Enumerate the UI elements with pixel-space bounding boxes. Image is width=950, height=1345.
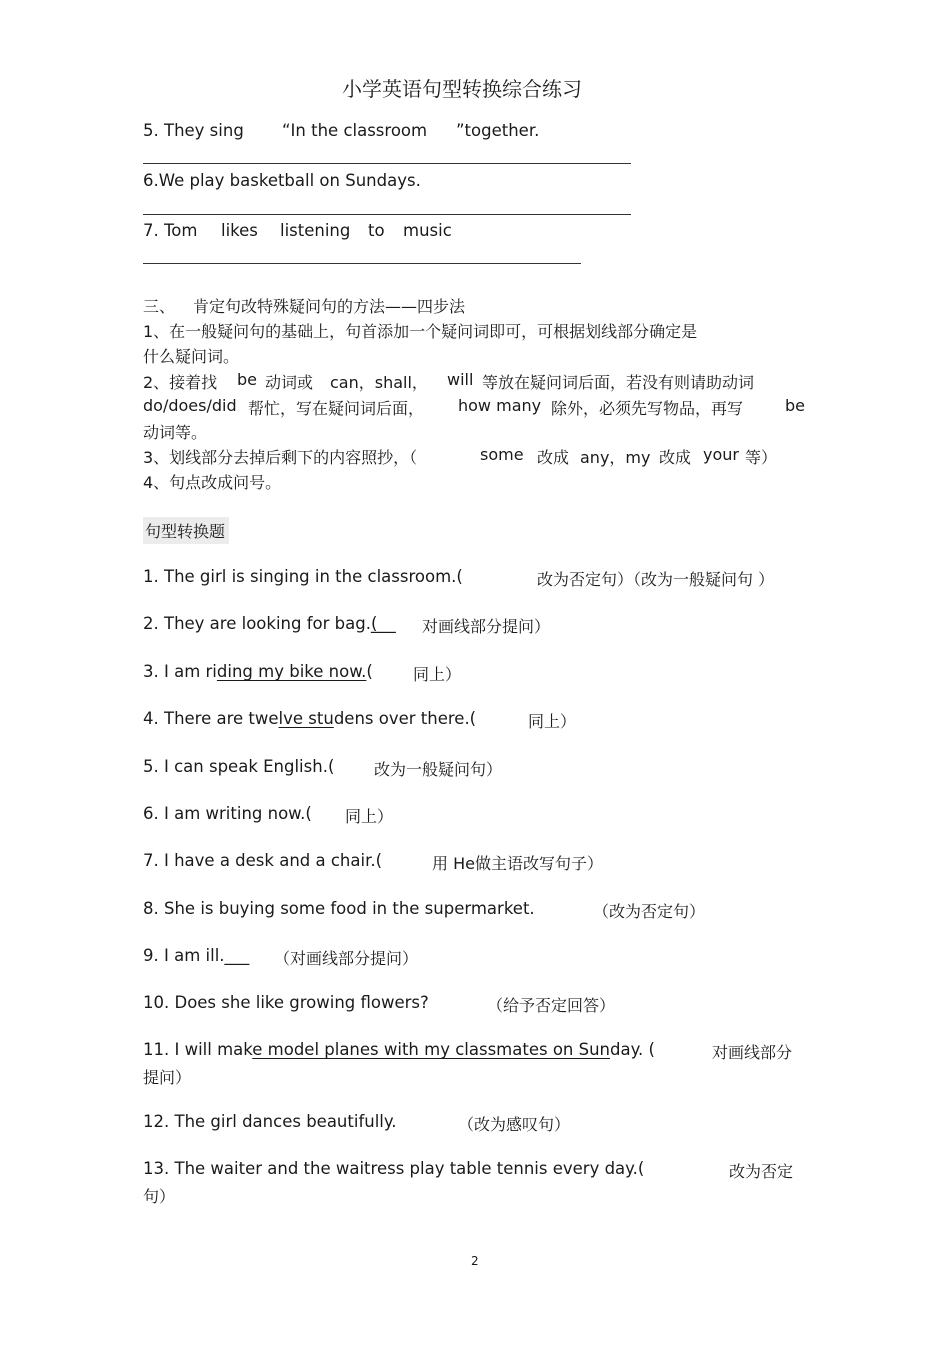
step-3-part: your	[703, 445, 739, 464]
sentence-5-end: ”together.	[456, 121, 540, 140]
step-3-part: any，my	[580, 448, 651, 467]
exercise-11-instruction-cont: 提问）	[143, 1068, 192, 1087]
page-title: 小学英语句型转换综合练习	[342, 77, 582, 101]
exercise-5: 5. I can speak English.(	[143, 757, 335, 776]
answer-line	[143, 263, 581, 264]
step-2-part: be	[237, 370, 257, 389]
step-3-part: 等）	[745, 448, 778, 467]
sentence-6: 6.We play basketball on Sundays.	[143, 171, 421, 190]
exercise-1-instruction: 改为否定句）（改为一般疑问句 ）	[537, 570, 775, 589]
answer-line	[143, 163, 631, 164]
exercise-9: 9. I am ill.___	[143, 946, 250, 965]
underlined-part: e model planes with my classmates on Sun	[252, 1040, 611, 1059]
step-3-part: 改成	[537, 448, 570, 467]
sentence-7-word: music	[403, 221, 452, 240]
exercise-6-instruction: 同上）	[345, 807, 394, 826]
exercise-2-instruction: 对画线部分提问）	[422, 617, 551, 636]
underlined-part: ding my bike now.	[216, 662, 367, 681]
exercise-6: 6. I am writing now.(	[143, 804, 312, 823]
step-2-part: 2、接着找	[143, 373, 218, 392]
step-2-part: do/does/did	[143, 396, 237, 415]
exercise-1: 1. The girl is singing in the classroom.(	[143, 567, 463, 586]
step-2-part: 等放在疑问词后面，若没有则请助动词	[482, 373, 755, 392]
exercise-12-instruction: （改为感叹句）	[458, 1115, 571, 1134]
exercise-3-instruction: 同上）	[413, 665, 462, 684]
answer-line	[143, 214, 631, 215]
exercise-3: 3. I am riding my bike now.(	[143, 662, 373, 681]
exercise-10: 10. Does she like growing flowers?	[143, 993, 429, 1012]
section-number: 三、	[143, 297, 176, 316]
step-2-part: be	[785, 396, 805, 415]
exercise-13: 13. The waiter and the waitress play table tennis every day.(	[143, 1159, 645, 1178]
exercise-11: 11. I will make model planes with my classmates on Sunday. (	[143, 1040, 655, 1059]
step-2-part: will	[447, 370, 474, 389]
sentence-5-start: 5. They sing	[143, 121, 244, 140]
underlined-part: lve stu	[278, 709, 334, 728]
exercise-12: 12. The girl dances beautifully.	[143, 1112, 397, 1131]
exercise-9-instruction: （对画线部分提问）	[274, 949, 419, 968]
exercise-7: 7. I have a desk and a chair.(	[143, 851, 383, 870]
step-2-part: 动词等。	[143, 423, 208, 442]
step-2-part: 帮忙，写在疑问词后面，	[248, 399, 425, 418]
exercise-4: 4. There are twelve studens over there.(	[143, 709, 477, 728]
step-2-part: 除外，必须先写物品，再写	[551, 399, 744, 418]
exercise-2-blank: ___	[371, 614, 396, 633]
step-2-part: how many	[458, 396, 542, 415]
step-4: 4、句点改成问号。	[143, 473, 282, 492]
exercise-8: 8. She is buying some food in the supermarket.	[143, 899, 535, 918]
step-1-line-1: 1、在一般疑问句的基础上，句首添加一个疑问词即可，可根据划线部分确定是	[143, 322, 698, 341]
sentence-7-word: to	[368, 221, 385, 240]
step-2-part: 动词或	[265, 373, 314, 392]
exercise-2: 2. They are looking for bag.(	[143, 614, 378, 633]
sentence-7-word: 7. Tom	[143, 221, 198, 240]
exercise-4-instruction: 同上）	[528, 712, 577, 731]
exercise-heading: 句型转换题	[143, 517, 229, 544]
sentence-5-quote: “In the classroom	[282, 121, 428, 140]
sentence-7-word: likes	[221, 221, 258, 240]
exercise-5-instruction: 改为一般疑问句）	[374, 760, 503, 779]
step-3-part: some	[480, 445, 524, 464]
exercise-11-instruction: 对画线部分	[712, 1043, 793, 1062]
exercise-10-instruction: （给予否定回答）	[487, 996, 616, 1015]
page-number: 2	[471, 1254, 479, 1268]
exercise-13-instruction: 改为否定	[729, 1162, 794, 1181]
step-3-part: 3、划线部分去掉后剩下的内容照抄，（	[143, 448, 418, 467]
sentence-7-word: listening	[280, 221, 351, 240]
step-1-line-2: 什么疑问词。	[143, 347, 240, 366]
step-3-part: 改成	[659, 448, 692, 467]
section-heading: 肯定句改特殊疑问句的方法——四步法	[193, 297, 466, 316]
exercise-8-instruction: （改为否定句）	[593, 902, 706, 921]
step-2-part: can，shall，	[330, 373, 428, 392]
exercise-7-instruction: 用 He做主语改写句子）	[432, 854, 603, 873]
exercise-13-instruction-cont: 句）	[143, 1187, 176, 1206]
